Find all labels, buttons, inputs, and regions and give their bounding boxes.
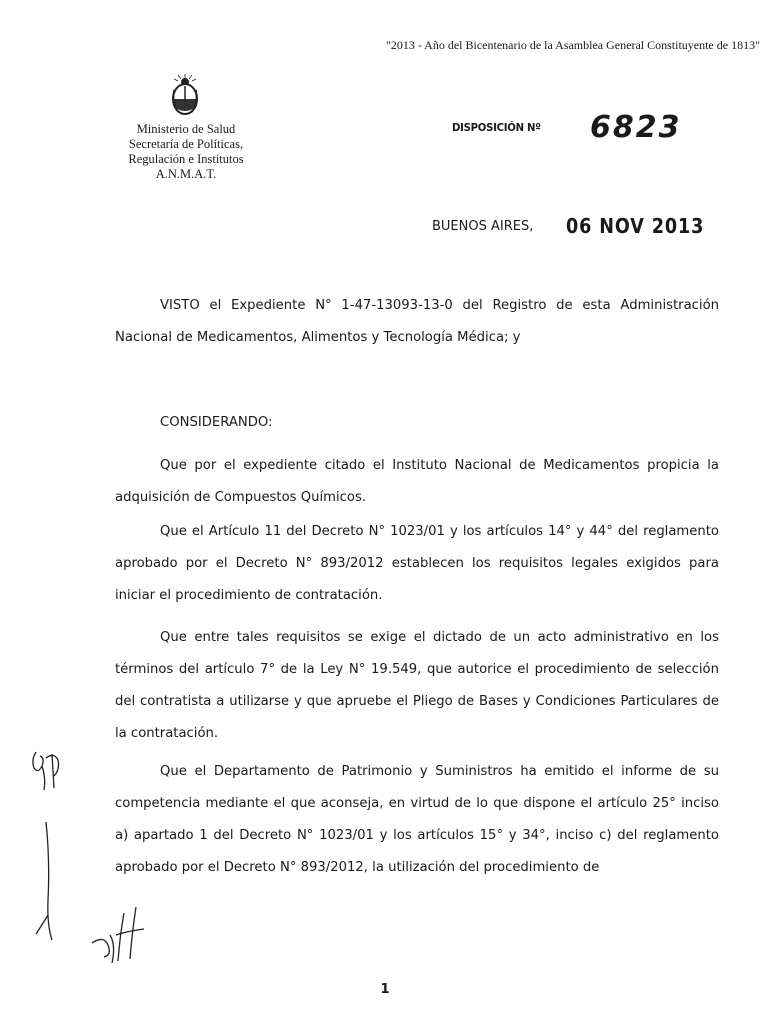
- dateline-place: BUENOS AIRES,: [432, 219, 534, 234]
- ministry-line: A.N.M.A.T.: [155, 167, 217, 181]
- body-paragraph: Que por el expediente citado el Instituto Nacional de Medicamentos propicia la adquisición de Compuestos Químicos.: [115, 458, 719, 505]
- header-motto: "2013 - Año del Bicentenario de la Asamblea General Constituyente de 1813": [385, 38, 760, 52]
- body-paragraph: Que entre tales requisitos se exige el dictado de un acto administrativo en los términos del artículo 7° de la Ley N° 19.549, que autorice el procedimiento de selección del contratista a utilizarse y que apruebe el Pliego de Bases y Condiciones Particulares de la contratación.: [115, 630, 719, 741]
- disposition-number: 6823: [590, 110, 682, 145]
- body-paragraph: Que el Departamento de Patrimonio y Suministros ha emitido el informe de su competencia mediante el que aconseja, en virtud de lo que dispone el artículo 25° inciso a) apartado 1 del Decreto N° 1023/01 y los artículos 15° y 34°, inciso c) del reglamento aprobado por el Decreto N° 893/2012, la utilización del procedimiento de: [115, 764, 719, 875]
- considerando-heading: CONSIDERANDO:: [160, 415, 273, 430]
- initials-signature: [28, 748, 68, 794]
- disposition-label: DISPOSICIÓN Nº: [452, 121, 541, 134]
- ministry-line: Secretaría de Políticas,: [128, 137, 244, 151]
- ministry-line: Ministerio de Salud: [136, 122, 236, 136]
- signature-stroke: [34, 820, 74, 945]
- visto-paragraph: VISTO el Expediente N° 1-47-13093-13-0 del Registro de esta Administración Nacional de Medicamentos, Alimentos y Tecnología Médica; y: [115, 298, 719, 345]
- page-number: 1: [380, 982, 390, 997]
- ministry-block: [100, 122, 272, 182]
- ministry-line: Regulación e Institutos: [128, 152, 244, 166]
- body-paragraph: Que el Artículo 11 del Decreto N° 1023/01 y los artículos 14° y 44° del reglamento aprobado por el Decreto N° 893/2012 establecen los requisitos legales exigidos para iniciar el procedimiento de contratación.: [115, 524, 719, 603]
- signature: [88, 905, 158, 965]
- coat-of-arms-icon: [168, 72, 202, 118]
- date-stamp: 06 NOV 2013: [566, 214, 705, 238]
